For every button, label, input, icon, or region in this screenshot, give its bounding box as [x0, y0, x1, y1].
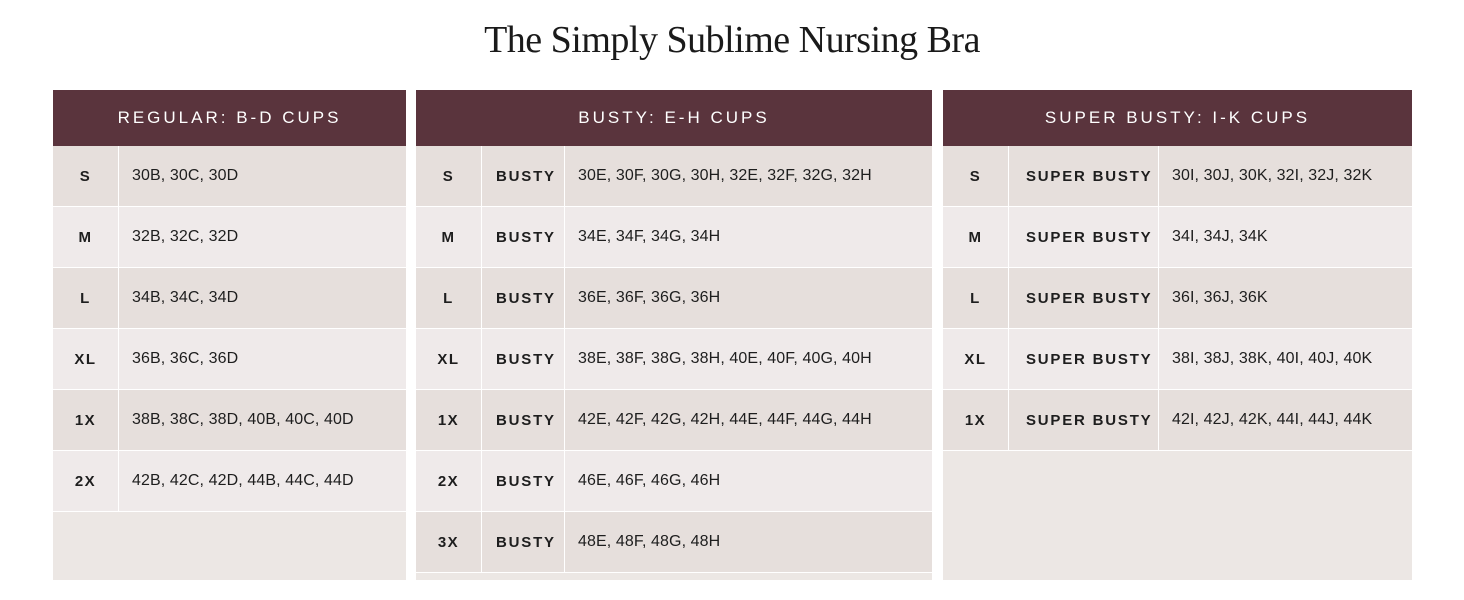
table-row — [416, 390, 932, 451]
cups-cell: 34B, 34C, 34D — [118, 268, 238, 328]
size-cell: S — [79, 167, 92, 185]
size-cell: M — [441, 228, 456, 246]
cups-cell: 34E, 34F, 34G, 34H — [564, 207, 720, 267]
type-cell: SUPER BUSTY — [1008, 268, 1158, 328]
size-cell: 2X — [74, 472, 97, 490]
table-row — [943, 207, 1412, 268]
table-row — [53, 268, 406, 329]
type-cell: SUPER BUSTY — [1008, 207, 1158, 267]
cups-cell: 42I, 42J, 42K, 44I, 44J, 44K — [1158, 390, 1372, 450]
table-row — [416, 451, 932, 512]
regular-size-table — [53, 90, 406, 580]
super-busty-table-header: SUPER BUSTY: I-K CUPS — [943, 90, 1412, 146]
busty-table-header: BUSTY: E-H CUPS — [416, 90, 932, 146]
size-cell: 1X — [437, 411, 460, 429]
size-cell: S — [442, 167, 455, 185]
type-cell: SUPER BUSTY — [1008, 329, 1158, 389]
type-cell: BUSTY — [481, 207, 564, 267]
cups-cell: 48E, 48F, 48G, 48H — [564, 512, 720, 572]
table-row — [53, 329, 406, 390]
page-title: The Simply Sublime Nursing Bra — [484, 19, 980, 61]
cups-cell: 32B, 32C, 32D — [118, 207, 238, 267]
table-row — [53, 451, 406, 512]
table-row — [943, 390, 1412, 451]
type-cell: BUSTY — [481, 451, 564, 511]
size-cell: L — [443, 289, 454, 307]
table-row — [53, 207, 406, 268]
table-row — [416, 512, 932, 573]
table-row — [943, 329, 1412, 390]
busty-size-table — [416, 90, 932, 580]
cups-cell: 38B, 38C, 38D, 40B, 40C, 40D — [118, 390, 354, 450]
type-cell: BUSTY — [481, 390, 564, 450]
table-row — [53, 390, 406, 451]
size-cell: 1X — [74, 411, 97, 429]
cups-cell: 46E, 46F, 46G, 46H — [564, 451, 720, 511]
cups-cell: 42E, 42F, 42G, 42H, 44E, 44F, 44G, 44H — [564, 390, 872, 450]
cups-cell: 38I, 38J, 38K, 40I, 40J, 40K — [1158, 329, 1372, 389]
type-cell: BUSTY — [481, 146, 564, 206]
type-cell: BUSTY — [481, 512, 564, 572]
cups-cell: 34I, 34J, 34K — [1158, 207, 1268, 267]
table-row — [416, 329, 932, 390]
table-row — [416, 207, 932, 268]
type-cell: SUPER BUSTY — [1008, 390, 1158, 450]
cups-cell: 36B, 36C, 36D — [118, 329, 238, 389]
cups-cell: 42B, 42C, 42D, 44B, 44C, 44D — [118, 451, 354, 511]
cups-cell: 38E, 38F, 38G, 38H, 40E, 40F, 40G, 40H — [564, 329, 872, 389]
cups-cell: 30I, 30J, 30K, 32I, 32J, 32K — [1158, 146, 1372, 206]
cups-cell: 30B, 30C, 30D — [118, 146, 238, 206]
size-cell: S — [969, 167, 982, 185]
cups-cell: 36I, 36J, 36K — [1158, 268, 1268, 328]
type-cell: BUSTY — [481, 329, 564, 389]
table-row — [416, 146, 932, 207]
size-cell: M — [78, 228, 93, 246]
size-cell: 2X — [437, 472, 460, 490]
cups-cell: 30E, 30F, 30G, 30H, 32E, 32F, 32G, 32H — [564, 146, 872, 206]
super-busty-size-table — [943, 90, 1412, 580]
cups-cell: 36E, 36F, 36G, 36H — [564, 268, 720, 328]
size-cell: 3X — [437, 533, 460, 551]
size-cell: XL — [74, 350, 97, 368]
size-cell: XL — [437, 350, 460, 368]
size-cell: M — [968, 228, 983, 246]
size-cell: L — [970, 289, 981, 307]
table-row — [943, 146, 1412, 207]
table-row — [53, 146, 406, 207]
table-row — [943, 268, 1412, 329]
table-row — [416, 268, 932, 329]
type-cell: BUSTY — [481, 268, 564, 328]
size-cell: XL — [964, 350, 987, 368]
size-cell: 1X — [964, 411, 987, 429]
regular-table-header: REGULAR: B-D CUPS — [53, 90, 406, 146]
size-cell: L — [80, 289, 91, 307]
type-cell: SUPER BUSTY — [1008, 146, 1158, 206]
